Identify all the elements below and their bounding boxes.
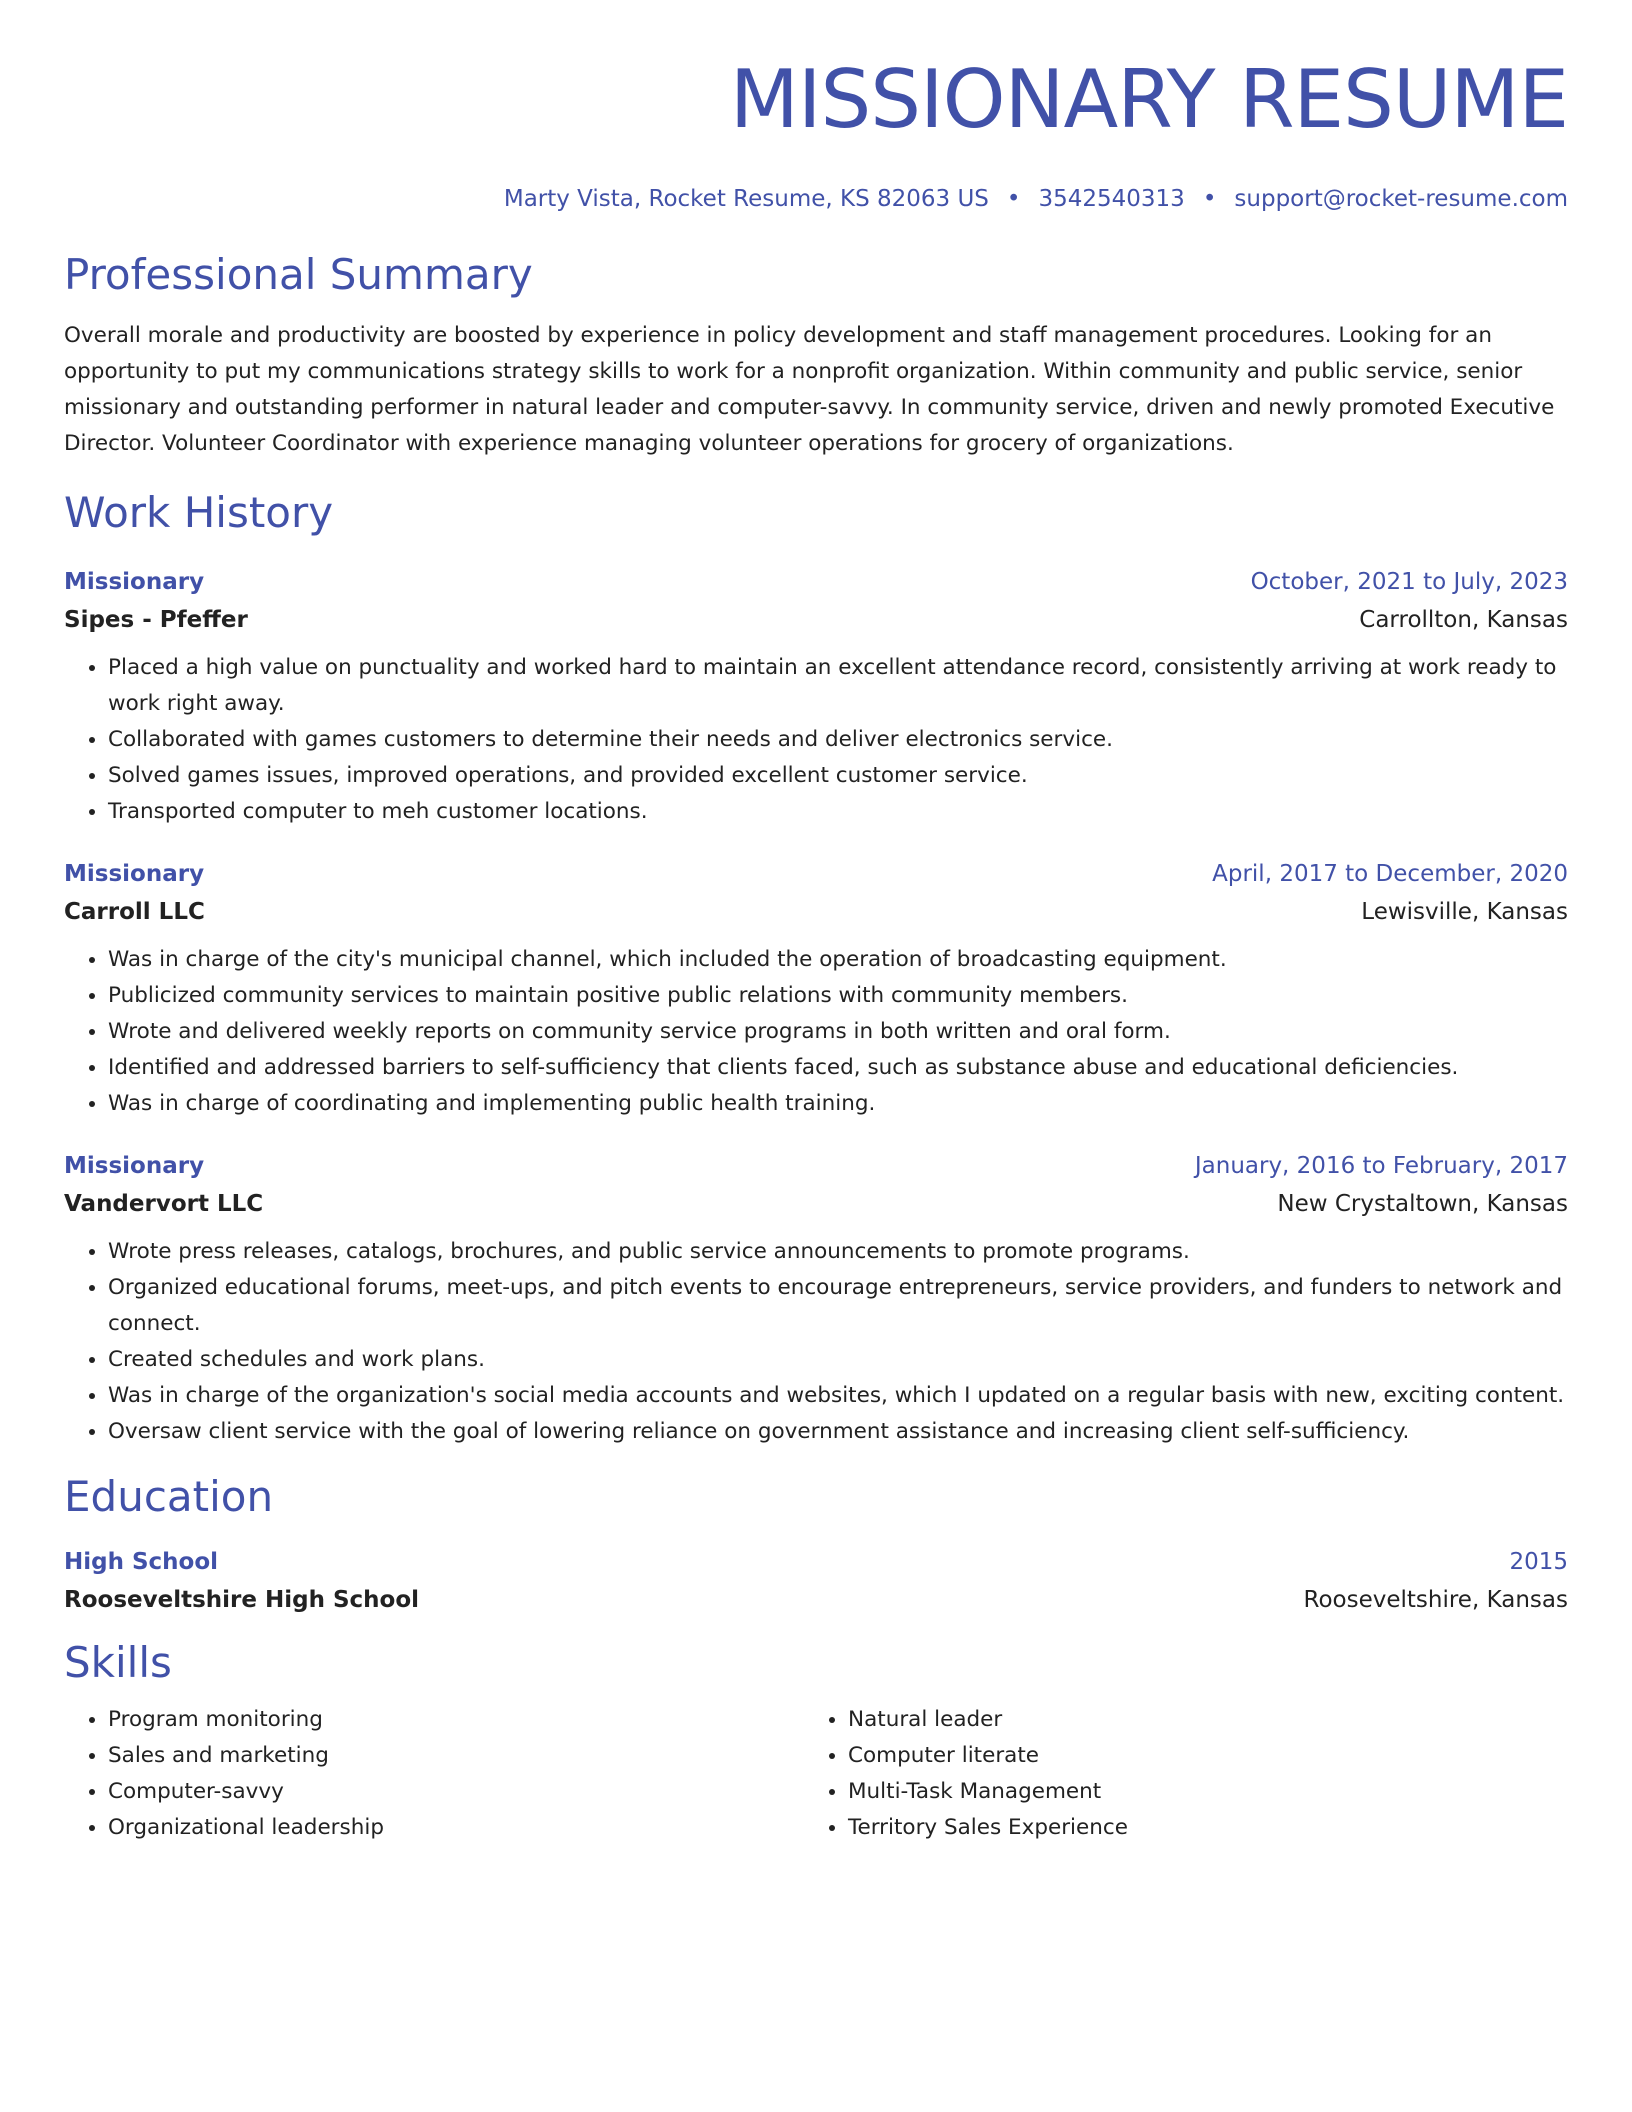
- job-title: Missionary: [64, 569, 205, 595]
- skills-heading: Skills: [64, 1638, 172, 1687]
- education-location: Rooseveltshire, Kansas: [1303, 1587, 1568, 1613]
- job-header-row: [64, 856, 1568, 892]
- job-location: New Crystaltown, Kansas: [1277, 1191, 1568, 1217]
- skill-item: • Computer literate: [848, 1738, 1544, 1774]
- skill-item: • Sales and marketing: [108, 1738, 804, 1774]
- skills-grid: [64, 1702, 1568, 1846]
- contact-separator: •: [1006, 186, 1021, 212]
- job-header-row: [64, 1148, 1568, 1184]
- job-bullets: [64, 942, 1568, 1122]
- skill-item: • Multi-Task Management: [848, 1774, 1544, 1810]
- job-bullet: • Wrote and delivered weekly reports on community service programs in both written and oral form.: [108, 1014, 1568, 1050]
- education-heading: Education: [64, 1472, 274, 1521]
- contact-email[interactable]: support@rocket-resume.com: [1234, 186, 1568, 212]
- job-bullet: • Collaborated with games customers to determine their needs and deliver electronics service.: [108, 722, 1568, 758]
- job-title: Missionary: [64, 861, 205, 887]
- skill-item: • Natural leader: [848, 1702, 1544, 1738]
- job-bullet: • Oversaw client service with the goal of lowering reliance on government assistance and increasing client self-sufficiency.: [108, 1414, 1568, 1450]
- education-entry: [64, 1544, 1568, 1620]
- skills-column-left: [64, 1702, 804, 1846]
- skill-item: • Organizational leadership: [108, 1810, 804, 1846]
- job-company-row: [64, 1184, 1568, 1224]
- job-bullet: • Transported computer to meh customer locations.: [108, 794, 1568, 830]
- job-company-row: [64, 892, 1568, 932]
- job-bullet: • Placed a high value on punctuality and worked hard to maintain an excellent attendance record, consistently arriving at work ready to work right away.: [108, 650, 1568, 722]
- summary-text: Overall morale and productivity are boosted by experience in policy development and staff management procedures. Looking for an opportunity to put my communications strategy skills to work for a nonprofit organization. Within community and public service, senior missionary and outstanding performer in natural leader and computer-savvy. In community service, driven and newly promoted Executive Director. Volunteer Coordinator with experience managing volunteer operations for grocery of organizations.: [64, 323, 1555, 456]
- education-degree: High School: [64, 1549, 219, 1575]
- job-bullet: • Was in charge of coordinating and implementing public health training.: [108, 1086, 1568, 1122]
- summary-heading: Professional Summary: [64, 250, 533, 299]
- skill-item: • Computer-savvy: [108, 1774, 804, 1810]
- job-dates: January, 2016 to February, 2017: [1194, 1153, 1568, 1179]
- job-company: Vandervort LLC: [64, 1191, 264, 1217]
- job-header-row: [64, 564, 1568, 600]
- job-location: Lewisville, Kansas: [1361, 899, 1568, 925]
- skills-list: [804, 1702, 1544, 1846]
- job-bullet: • Organized educational forums, meet-ups, and pitch events to encourage entrepreneurs, service providers, and funders to network and connect.: [108, 1270, 1568, 1342]
- contact-address: Marty Vista, Rocket Resume, KS 82063 US: [503, 186, 989, 212]
- job-bullet: • Was in charge of the city's municipal channel, which included the operation of broadcasting equipment.: [108, 942, 1568, 978]
- skills-column-right: [804, 1702, 1544, 1846]
- job-title: Missionary: [64, 1153, 205, 1179]
- job-bullets: [64, 650, 1568, 830]
- job-bullets: [64, 1234, 1568, 1450]
- job-company-row: [64, 600, 1568, 640]
- job-bullet: • Was in charge of the organization's social media accounts and websites, which I updated on a regular basis with new, exciting content.: [108, 1378, 1568, 1414]
- education-school-row: [64, 1580, 1568, 1620]
- job-bullet: • Solved games issues, improved operations, and provided excellent customer service.: [108, 758, 1568, 794]
- contact-phone: 3542540313: [1038, 186, 1185, 212]
- contact-line: [64, 184, 1568, 214]
- job-dates: April, 2017 to December, 2020: [1212, 861, 1568, 887]
- contact-separator: •: [1202, 186, 1217, 212]
- skills-list: [64, 1702, 804, 1846]
- job-entry: [64, 564, 1568, 830]
- job-company: Carroll LLC: [64, 899, 205, 925]
- education-year: 2015: [1509, 1549, 1568, 1575]
- job-bullet: • Wrote press releases, catalogs, brochures, and public service announcements to promote programs.: [108, 1234, 1568, 1270]
- skill-item: • Program monitoring: [108, 1702, 804, 1738]
- job-location: Carrollton, Kansas: [1359, 607, 1568, 633]
- education-school: Rooseveltshire High School: [64, 1587, 420, 1613]
- skill-item: • Territory Sales Experience: [848, 1810, 1544, 1846]
- job-dates: October, 2021 to July, 2023: [1250, 569, 1568, 595]
- education-header-row: [64, 1544, 1568, 1580]
- job-entry: [64, 1148, 1568, 1450]
- job-bullet: • Publicized community services to maintain positive public relations with community members.: [108, 978, 1568, 1014]
- job-bullet: • Identified and addressed barriers to self-sufficiency that clients faced, such as substance abuse and educational deficiencies.: [108, 1050, 1568, 1086]
- resume-title: MISSIONARY RESUME: [729, 53, 1568, 146]
- job-bullet: • Created schedules and work plans.: [108, 1342, 1568, 1378]
- job-entry: [64, 856, 1568, 1122]
- job-company: Sipes - Pfeffer: [64, 607, 248, 633]
- work-history-heading: Work History: [64, 488, 334, 537]
